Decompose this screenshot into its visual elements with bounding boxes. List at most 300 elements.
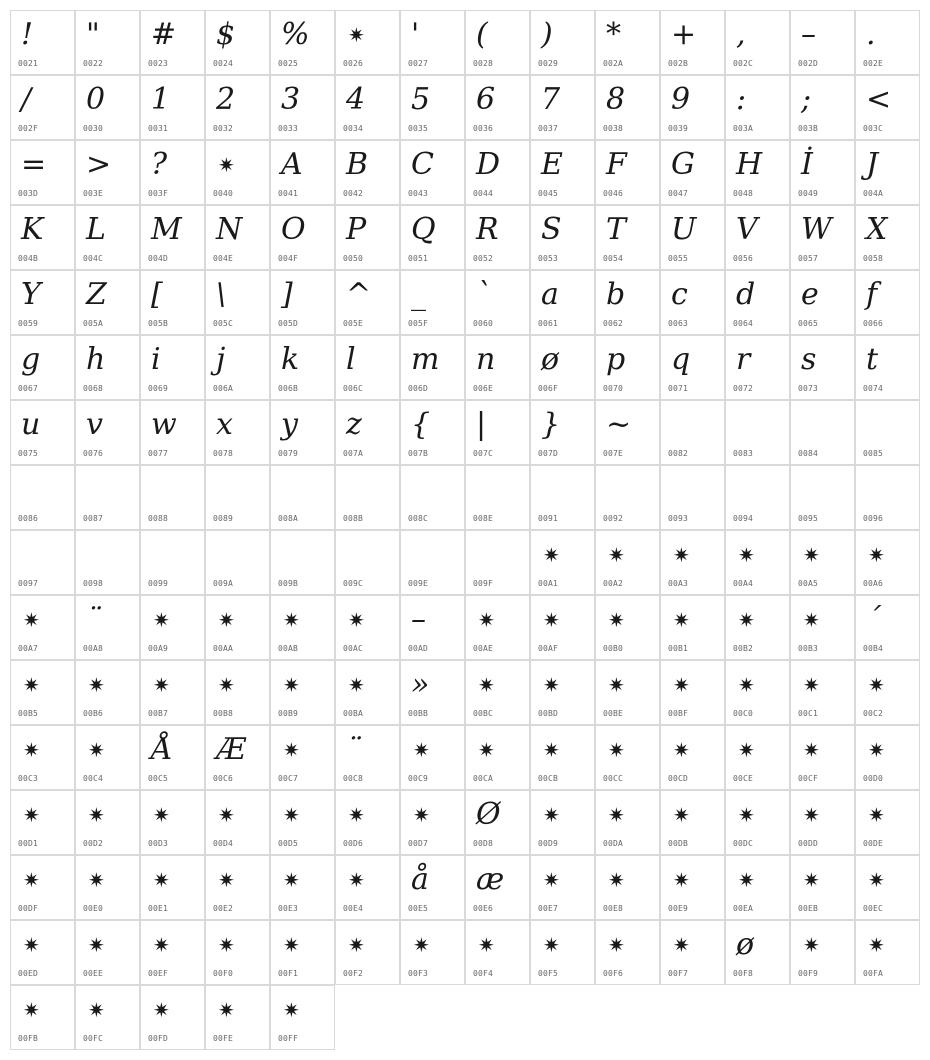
glyph-cell bbox=[400, 660, 465, 725]
glyph-cell bbox=[660, 790, 725, 855]
glyph-cell bbox=[10, 75, 75, 140]
codepoint-label: 009F bbox=[473, 579, 494, 588]
glyph-cell bbox=[140, 10, 205, 75]
codepoint-label: 0034 bbox=[343, 124, 364, 133]
glyph-sample: $ bbox=[216, 17, 236, 52]
codepoint-label: 004A bbox=[863, 189, 884, 198]
glyph-sample: . bbox=[866, 17, 876, 52]
glyph-cell bbox=[140, 205, 205, 270]
missing-glyph-icon: ✷ bbox=[218, 803, 235, 827]
codepoint-label: 00F0 bbox=[213, 969, 234, 978]
missing-glyph-icon: ✷ bbox=[153, 998, 170, 1022]
glyph-cell bbox=[205, 270, 270, 335]
glyph-sample: 4 bbox=[346, 82, 366, 117]
missing-glyph-icon: ✷ bbox=[218, 153, 235, 177]
glyph-sample: r bbox=[736, 342, 751, 377]
glyph-sample: _ bbox=[411, 277, 426, 312]
glyph-cell bbox=[725, 335, 790, 400]
glyph-cell bbox=[10, 335, 75, 400]
missing-glyph-icon: ✷ bbox=[23, 673, 40, 697]
glyph-cell bbox=[270, 660, 335, 725]
missing-glyph-icon: ✷ bbox=[803, 738, 820, 762]
glyph-cell bbox=[595, 205, 660, 270]
missing-glyph-icon: ✷ bbox=[738, 803, 755, 827]
glyph-sample: / bbox=[21, 82, 32, 117]
codepoint-label: 00A4 bbox=[733, 579, 754, 588]
codepoint-label: 00BF bbox=[668, 709, 689, 718]
codepoint-label: 003B bbox=[798, 124, 819, 133]
codepoint-label: 00AE bbox=[473, 644, 494, 653]
missing-glyph-icon: ✷ bbox=[218, 998, 235, 1022]
codepoint-label: 0063 bbox=[668, 319, 689, 328]
codepoint-label: 00B2 bbox=[733, 644, 754, 653]
glyph-sample: = bbox=[21, 147, 47, 182]
glyph-cell bbox=[270, 790, 335, 855]
glyph-cell bbox=[335, 10, 400, 75]
codepoint-label: 00AA bbox=[213, 644, 234, 653]
codepoint-label: 006F bbox=[538, 384, 559, 393]
glyph-cell bbox=[530, 530, 595, 595]
codepoint-label: 005A bbox=[83, 319, 104, 328]
glyph-cell bbox=[400, 400, 465, 465]
glyph-cell bbox=[530, 725, 595, 790]
glyph-sample: Q bbox=[411, 212, 436, 247]
codepoint-label: 0065 bbox=[798, 319, 819, 328]
codepoint-label: 00A3 bbox=[668, 579, 689, 588]
codepoint-label: 00C5 bbox=[148, 774, 169, 783]
codepoint-label: 0028 bbox=[473, 59, 494, 68]
codepoint-label: 003E bbox=[83, 189, 104, 198]
glyph-cell bbox=[400, 790, 465, 855]
glyph-sample: R bbox=[476, 212, 499, 247]
glyph-sample: H bbox=[736, 147, 763, 182]
glyph-cell bbox=[335, 790, 400, 855]
glyph-cell bbox=[725, 920, 790, 985]
missing-glyph-icon: ✷ bbox=[803, 673, 820, 697]
missing-glyph-icon: ✷ bbox=[543, 673, 560, 697]
codepoint-label: 0087 bbox=[83, 514, 104, 523]
glyph-cell bbox=[270, 985, 335, 1050]
glyph-sample: ? bbox=[151, 147, 168, 182]
glyph-cell bbox=[855, 75, 920, 140]
glyph-cell bbox=[530, 465, 595, 530]
glyph-cell bbox=[725, 10, 790, 75]
glyph-sample: z bbox=[346, 407, 362, 442]
codepoint-label: 00B3 bbox=[798, 644, 819, 653]
missing-glyph-icon: ✷ bbox=[478, 738, 495, 762]
glyph-cell bbox=[465, 335, 530, 400]
missing-glyph-icon: ✷ bbox=[673, 738, 690, 762]
codepoint-label: 00A6 bbox=[863, 579, 884, 588]
glyph-cell bbox=[855, 790, 920, 855]
glyph-sample: | bbox=[476, 407, 487, 442]
glyph-sample: Z bbox=[86, 277, 107, 312]
glyph-cell bbox=[75, 790, 140, 855]
glyph-cell bbox=[660, 75, 725, 140]
missing-glyph-icon: ✷ bbox=[348, 933, 365, 957]
missing-glyph-icon: ✷ bbox=[673, 803, 690, 827]
codepoint-label: 00BA bbox=[343, 709, 364, 718]
glyph-cell bbox=[595, 140, 660, 205]
codepoint-label: 00CE bbox=[733, 774, 754, 783]
codepoint-label: 00E4 bbox=[343, 904, 364, 913]
codepoint-label: 006A bbox=[213, 384, 234, 393]
missing-glyph-icon: ✷ bbox=[283, 738, 300, 762]
glyph-cell bbox=[205, 75, 270, 140]
glyph-cell bbox=[790, 10, 855, 75]
codepoint-label: 0041 bbox=[278, 189, 299, 198]
glyph-sample: ´ bbox=[866, 602, 881, 637]
glyph-cell bbox=[400, 595, 465, 660]
codepoint-label: 00DB bbox=[668, 839, 689, 848]
glyph-cell bbox=[530, 270, 595, 335]
missing-glyph-icon: ✷ bbox=[348, 868, 365, 892]
codepoint-label: 007B bbox=[408, 449, 429, 458]
codepoint-label: 00C2 bbox=[863, 709, 884, 718]
codepoint-label: 00A5 bbox=[798, 579, 819, 588]
glyph-cell bbox=[10, 595, 75, 660]
codepoint-label: 0075 bbox=[18, 449, 39, 458]
glyph-cell bbox=[855, 920, 920, 985]
glyph-sample: e bbox=[801, 277, 819, 312]
glyph-cell bbox=[595, 335, 660, 400]
glyph-cell bbox=[75, 75, 140, 140]
codepoint-label: 00CA bbox=[473, 774, 494, 783]
glyph-cell bbox=[530, 660, 595, 725]
glyph-cell bbox=[400, 530, 465, 595]
codepoint-label: 00FD bbox=[148, 1034, 169, 1043]
glyph-sample: ^ bbox=[346, 277, 372, 312]
missing-glyph-icon: ✷ bbox=[803, 803, 820, 827]
glyph-sample: ¨ bbox=[86, 602, 101, 637]
codepoint-label: 009A bbox=[213, 579, 234, 588]
codepoint-label: 002E bbox=[863, 59, 884, 68]
codepoint-label: 0037 bbox=[538, 124, 559, 133]
glyph-sample: G bbox=[671, 147, 695, 182]
codepoint-label: 00DD bbox=[798, 839, 819, 848]
codepoint-label: 00F1 bbox=[278, 969, 299, 978]
glyph-sample: T bbox=[606, 212, 627, 247]
glyph-cell bbox=[10, 140, 75, 205]
missing-glyph-icon: ✷ bbox=[608, 803, 625, 827]
missing-glyph-icon: ✷ bbox=[803, 543, 820, 567]
codepoint-label: 00DC bbox=[733, 839, 754, 848]
glyph-sample: * bbox=[606, 17, 621, 52]
missing-glyph-icon: ✷ bbox=[608, 543, 625, 567]
codepoint-label: 00E7 bbox=[538, 904, 559, 913]
codepoint-label: 00FE bbox=[213, 1034, 234, 1043]
missing-glyph-icon: ✷ bbox=[153, 608, 170, 632]
codepoint-label: 0083 bbox=[733, 449, 754, 458]
codepoint-label: 0095 bbox=[798, 514, 819, 523]
glyph-cell bbox=[270, 10, 335, 75]
glyph-cell bbox=[205, 790, 270, 855]
codepoint-label: 00E6 bbox=[473, 904, 494, 913]
codepoint-label: 00C7 bbox=[278, 774, 299, 783]
glyph-cell bbox=[140, 270, 205, 335]
codepoint-label: 009C bbox=[343, 579, 364, 588]
codepoint-label: 00FA bbox=[863, 969, 884, 978]
missing-glyph-icon: ✷ bbox=[673, 933, 690, 957]
glyph-sample: ' bbox=[411, 17, 420, 52]
missing-glyph-icon: ✷ bbox=[803, 608, 820, 632]
glyph-sample: : bbox=[736, 82, 747, 117]
codepoint-label: 00B6 bbox=[83, 709, 104, 718]
codepoint-label: 0050 bbox=[343, 254, 364, 263]
missing-glyph-icon: ✷ bbox=[218, 933, 235, 957]
codepoint-label: 00F9 bbox=[798, 969, 819, 978]
glyph-cell bbox=[10, 465, 75, 530]
glyph-cell bbox=[855, 400, 920, 465]
glyph-cell bbox=[790, 335, 855, 400]
codepoint-label: 008B bbox=[343, 514, 364, 523]
glyph-sample: , bbox=[736, 17, 746, 52]
codepoint-label: 00CB bbox=[538, 774, 559, 783]
codepoint-label: 00BD bbox=[538, 709, 559, 718]
missing-glyph-icon: ✷ bbox=[23, 738, 40, 762]
codepoint-label: 0098 bbox=[83, 579, 104, 588]
glyph-cell bbox=[530, 595, 595, 660]
missing-glyph-icon: ✷ bbox=[868, 738, 885, 762]
glyph-sample: O bbox=[281, 212, 306, 247]
codepoint-label: 00D2 bbox=[83, 839, 104, 848]
glyph-cell bbox=[660, 855, 725, 920]
codepoint-label: 007C bbox=[473, 449, 494, 458]
codepoint-label: 0047 bbox=[668, 189, 689, 198]
glyph-sample: n bbox=[476, 342, 496, 377]
missing-glyph-icon: ✷ bbox=[738, 673, 755, 697]
missing-glyph-icon: ✷ bbox=[478, 673, 495, 697]
codepoint-label: 005C bbox=[213, 319, 234, 328]
glyph-cell bbox=[595, 855, 660, 920]
glyph-cell bbox=[140, 140, 205, 205]
glyph-sample: L bbox=[86, 212, 106, 247]
codepoint-label: 00C0 bbox=[733, 709, 754, 718]
glyph-cell bbox=[660, 725, 725, 790]
glyph-cell bbox=[10, 855, 75, 920]
glyph-cell bbox=[465, 660, 530, 725]
codepoint-label: 0079 bbox=[278, 449, 299, 458]
glyph-cell bbox=[530, 10, 595, 75]
glyph-cell bbox=[855, 205, 920, 270]
glyph-cell bbox=[660, 400, 725, 465]
glyph-cell bbox=[595, 465, 660, 530]
glyph-cell bbox=[465, 920, 530, 985]
glyph-cell bbox=[725, 855, 790, 920]
codepoint-label: 00E3 bbox=[278, 904, 299, 913]
missing-glyph-icon: ✷ bbox=[543, 803, 560, 827]
codepoint-label: 00A8 bbox=[83, 644, 104, 653]
codepoint-label: 0093 bbox=[668, 514, 689, 523]
codepoint-label: 00BE bbox=[603, 709, 624, 718]
glyph-cell bbox=[465, 725, 530, 790]
glyph-cell bbox=[335, 465, 400, 530]
codepoint-label: 005D bbox=[278, 319, 299, 328]
codepoint-label: 0074 bbox=[863, 384, 884, 393]
codepoint-label: 0089 bbox=[213, 514, 234, 523]
codepoint-label: 0096 bbox=[863, 514, 884, 523]
glyph-cell bbox=[75, 660, 140, 725]
codepoint-label: 00C1 bbox=[798, 709, 819, 718]
glyph-cell bbox=[75, 985, 140, 1050]
glyph-cell bbox=[530, 140, 595, 205]
glyph-cell bbox=[335, 920, 400, 985]
glyph-cell bbox=[855, 660, 920, 725]
codepoint-label: 002D bbox=[798, 59, 819, 68]
glyph-sample: » bbox=[411, 667, 430, 702]
codepoint-label: 00DE bbox=[863, 839, 884, 848]
codepoint-label: 0076 bbox=[83, 449, 104, 458]
glyph-cell bbox=[140, 335, 205, 400]
glyph-cell bbox=[75, 205, 140, 270]
glyph-cell bbox=[790, 790, 855, 855]
glyph-cell bbox=[75, 140, 140, 205]
codepoint-label: 0022 bbox=[83, 59, 104, 68]
codepoint-label: 00EC bbox=[863, 904, 884, 913]
glyph-cell bbox=[400, 920, 465, 985]
codepoint-label: 00EE bbox=[83, 969, 104, 978]
glyph-sample: å bbox=[411, 862, 429, 897]
missing-glyph-icon: ✷ bbox=[153, 673, 170, 697]
glyph-cell bbox=[660, 465, 725, 530]
codepoint-label: 00EB bbox=[798, 904, 819, 913]
glyph-cell bbox=[270, 855, 335, 920]
codepoint-label: 00B1 bbox=[668, 644, 689, 653]
missing-glyph-icon: ✷ bbox=[543, 543, 560, 567]
glyph-cell bbox=[75, 400, 140, 465]
glyph-cell bbox=[725, 140, 790, 205]
glyph-sample: k bbox=[281, 342, 300, 377]
glyph-sample: h bbox=[86, 342, 106, 377]
glyph-sample: X bbox=[866, 212, 888, 247]
codepoint-label: 003A bbox=[733, 124, 754, 133]
missing-glyph-icon: ✷ bbox=[218, 868, 235, 892]
missing-glyph-icon: ✷ bbox=[868, 673, 885, 697]
codepoint-label: 0064 bbox=[733, 319, 754, 328]
glyph-cell bbox=[725, 75, 790, 140]
codepoint-label: 0039 bbox=[668, 124, 689, 133]
missing-glyph-icon: ✷ bbox=[543, 738, 560, 762]
codepoint-label: 0054 bbox=[603, 254, 624, 263]
glyph-cell bbox=[335, 335, 400, 400]
codepoint-label: 0044 bbox=[473, 189, 494, 198]
missing-glyph-icon: ✷ bbox=[283, 868, 300, 892]
glyph-sample: Ø bbox=[476, 797, 501, 832]
glyph-sample: s bbox=[801, 342, 817, 377]
codepoint-label: 00EF bbox=[148, 969, 169, 978]
glyph-cell bbox=[465, 400, 530, 465]
glyph-sample: > bbox=[86, 147, 112, 182]
codepoint-label: 00FC bbox=[83, 1034, 104, 1043]
codepoint-label: 006C bbox=[343, 384, 364, 393]
missing-glyph-icon: ✷ bbox=[673, 673, 690, 697]
glyph-cell bbox=[855, 140, 920, 205]
glyph-cell bbox=[205, 660, 270, 725]
glyph-cell bbox=[595, 530, 660, 595]
glyph-cell bbox=[75, 595, 140, 660]
glyph-sample: ø bbox=[736, 927, 755, 962]
glyph-cell bbox=[75, 725, 140, 790]
glyph-sample: # bbox=[151, 17, 177, 52]
glyph-cell bbox=[75, 10, 140, 75]
codepoint-label: 0048 bbox=[733, 189, 754, 198]
glyph-sample: \ bbox=[216, 277, 227, 312]
glyph-cell bbox=[205, 140, 270, 205]
glyph-cell bbox=[400, 10, 465, 75]
glyph-cell bbox=[530, 335, 595, 400]
codepoint-label: 0070 bbox=[603, 384, 624, 393]
glyph-cell bbox=[140, 595, 205, 660]
glyph-sample: i bbox=[151, 342, 161, 377]
glyph-sample: 3 bbox=[281, 82, 301, 117]
missing-glyph-icon: ✷ bbox=[23, 998, 40, 1022]
codepoint-label: 006D bbox=[408, 384, 429, 393]
codepoint-label: 00B9 bbox=[278, 709, 299, 718]
glyph-sample: 1 bbox=[151, 82, 171, 117]
missing-glyph-icon: ✷ bbox=[348, 23, 365, 47]
missing-glyph-icon: ✷ bbox=[283, 998, 300, 1022]
codepoint-label: 00AD bbox=[408, 644, 429, 653]
glyph-sample: l bbox=[346, 342, 356, 377]
codepoint-label: 0069 bbox=[148, 384, 169, 393]
missing-glyph-icon: ✷ bbox=[608, 673, 625, 697]
glyph-cell bbox=[595, 270, 660, 335]
codepoint-label: 00ED bbox=[18, 969, 39, 978]
glyph-cell bbox=[400, 205, 465, 270]
glyph-sample: a bbox=[541, 277, 559, 312]
glyph-cell bbox=[790, 75, 855, 140]
glyph-cell bbox=[530, 75, 595, 140]
missing-glyph-icon: ✷ bbox=[673, 543, 690, 567]
codepoint-label: 0032 bbox=[213, 124, 234, 133]
glyph-cell bbox=[660, 335, 725, 400]
codepoint-label: 00C9 bbox=[408, 774, 429, 783]
missing-glyph-icon: ✷ bbox=[23, 803, 40, 827]
codepoint-label: 00F7 bbox=[668, 969, 689, 978]
codepoint-label: 0059 bbox=[18, 319, 39, 328]
missing-glyph-icon: ✷ bbox=[868, 933, 885, 957]
glyph-cell bbox=[75, 270, 140, 335]
codepoint-label: 0056 bbox=[733, 254, 754, 263]
codepoint-label: 003D bbox=[18, 189, 39, 198]
codepoint-label: 0073 bbox=[798, 384, 819, 393]
glyph-cell bbox=[335, 140, 400, 205]
glyph-cell bbox=[205, 400, 270, 465]
glyph-grid bbox=[10, 10, 920, 1050]
codepoint-label: 004B bbox=[18, 254, 39, 263]
codepoint-label: 00E8 bbox=[603, 904, 624, 913]
missing-glyph-icon: ✷ bbox=[738, 868, 755, 892]
glyph-cell bbox=[400, 335, 465, 400]
codepoint-label: 00AB bbox=[278, 644, 299, 653]
glyph-cell bbox=[10, 400, 75, 465]
codepoint-label: 009B bbox=[278, 579, 299, 588]
glyph-cell bbox=[660, 270, 725, 335]
glyph-sample: 9 bbox=[671, 82, 691, 117]
glyph-sample: D bbox=[476, 147, 501, 182]
codepoint-label: 0055 bbox=[668, 254, 689, 263]
glyph-sample: ¨ bbox=[346, 732, 361, 767]
glyph-cell bbox=[595, 75, 660, 140]
codepoint-label: 00D1 bbox=[18, 839, 39, 848]
glyph-cell bbox=[530, 790, 595, 855]
glyph-sample: A bbox=[281, 147, 303, 182]
codepoint-label: 00A2 bbox=[603, 579, 624, 588]
missing-glyph-icon: ✷ bbox=[88, 868, 105, 892]
glyph-cell bbox=[725, 400, 790, 465]
glyph-sample: j bbox=[216, 342, 226, 377]
glyph-cell bbox=[10, 920, 75, 985]
